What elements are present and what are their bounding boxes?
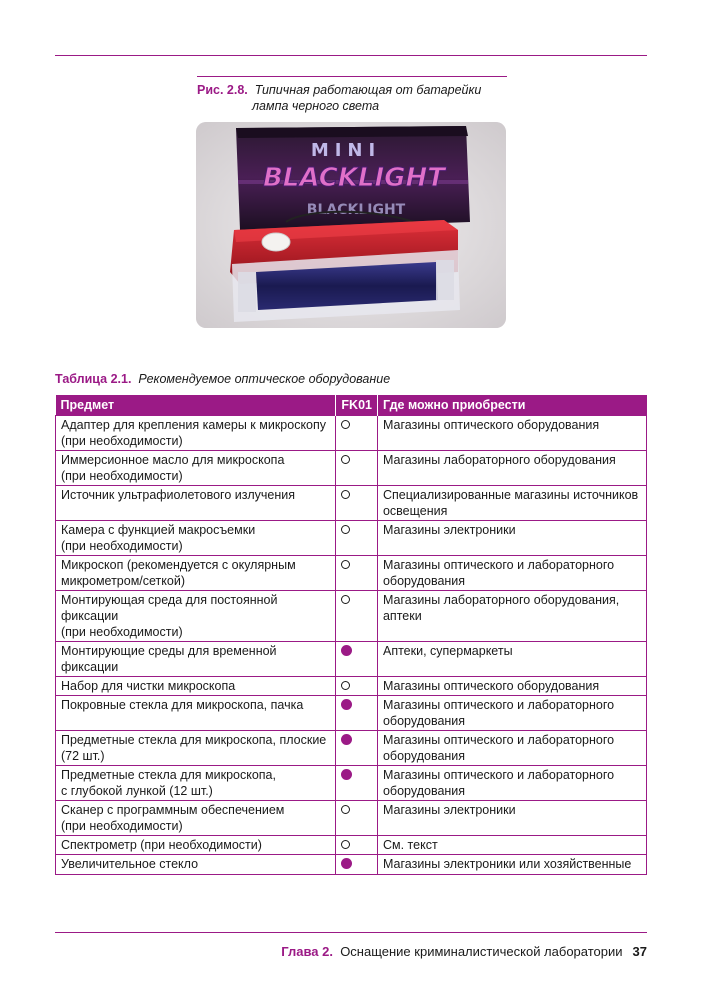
mark-cell: [336, 836, 378, 855]
open-circle-icon: [341, 805, 350, 814]
footer-chapter-number: Глава 2.: [281, 944, 333, 959]
filled-circle-icon: [341, 699, 352, 710]
table-row: [56, 696, 647, 731]
mark-cell: [336, 556, 378, 591]
mark-cell: [336, 642, 378, 677]
open-circle-icon: [341, 525, 350, 534]
item-line: (при необходимости): [61, 469, 183, 483]
filled-circle-icon: [341, 734, 352, 745]
mark-cell: [336, 801, 378, 836]
item-line: (72 шт.): [61, 749, 105, 763]
where-line: оборудования: [382, 574, 466, 588]
item-cell: [56, 696, 336, 731]
item-line: Набор для чистки микроскопа: [61, 679, 236, 693]
item-cell: [56, 591, 336, 642]
figure-caption: [197, 82, 517, 114]
where-line: Магазины оптического и лабораторного: [382, 733, 615, 747]
open-circle-icon: [341, 420, 350, 429]
where-line: оборудования: [382, 784, 466, 798]
header-fk01: FK01: [336, 395, 378, 416]
item-line: Иммерсионное масло для микроскопа: [61, 453, 285, 467]
where-cell: [377, 416, 646, 451]
table-row: [56, 556, 647, 591]
where-line: Магазины оптического и лабораторного: [382, 558, 615, 572]
item-line: (при необходимости): [61, 625, 183, 639]
where-cell: [377, 451, 646, 486]
item-cell: [56, 801, 336, 836]
where-line: освещения: [382, 504, 448, 518]
item-line: Предметные стекла для микроскопа, плоские: [61, 733, 327, 747]
item-line: (при необходимости): [61, 434, 183, 448]
item-cell: [56, 486, 336, 521]
open-circle-icon: [341, 595, 350, 604]
item-line: с глубокой лункой (12 шт.): [61, 784, 213, 798]
item-cell: [56, 416, 336, 451]
open-circle-icon: [341, 455, 350, 464]
item-line: (при необходимости): [61, 539, 183, 553]
table-row: [56, 591, 647, 642]
item-cell: [56, 642, 336, 677]
item-line: Увеличительное стекло: [61, 857, 199, 871]
where-line: Магазины лабораторного оборудования,: [382, 593, 620, 607]
table-row: [56, 836, 647, 855]
table-row: [56, 486, 647, 521]
where-line: Магазины оптического оборудования: [382, 418, 600, 432]
where-cell: [377, 696, 646, 731]
open-circle-icon: [341, 560, 350, 569]
header-item: Предмет: [56, 395, 336, 416]
svg-text:BLACKLIGHT: BLACKLIGHT: [306, 202, 406, 218]
where-cell: [377, 731, 646, 766]
where-line: Магазины оптического и лабораторного: [382, 698, 615, 712]
bottom-rule: [55, 932, 647, 933]
where-cell: [377, 855, 646, 875]
svg-text:MINI: MINI: [310, 140, 382, 161]
mark-cell: [336, 677, 378, 696]
filled-circle-icon: [341, 858, 352, 869]
table-row: [56, 766, 647, 801]
header-where: Где можно приобрести: [377, 395, 646, 416]
item-line: микрометром/сеткой): [61, 574, 185, 588]
item-cell: [56, 766, 336, 801]
item-line: Адаптер для крепления камеры к микроскопу: [61, 418, 327, 432]
where-line: оборудования: [382, 749, 466, 763]
open-circle-icon: [341, 490, 350, 499]
mark-cell: [336, 855, 378, 875]
where-cell: [377, 801, 646, 836]
mark-cell: [336, 731, 378, 766]
where-line: Магазины оптического оборудования: [382, 679, 600, 693]
mark-cell: [336, 486, 378, 521]
where-cell: [377, 677, 646, 696]
table-row: [56, 642, 647, 677]
equipment-table: [55, 395, 647, 875]
item-line: Камера с функцией макросъемки: [61, 523, 256, 537]
item-line: Предметные стекла для микроскопа,: [61, 768, 276, 782]
mark-cell: [336, 766, 378, 801]
blacklight-photo: [196, 122, 506, 328]
figure-caption-rule: [197, 76, 507, 77]
table-row: [56, 451, 647, 486]
page-number: 37: [632, 944, 647, 959]
page-footer: [281, 944, 647, 959]
mark-cell: [336, 591, 378, 642]
open-circle-icon: [341, 840, 350, 849]
where-line: Аптеки, супермаркеты: [382, 644, 513, 658]
table-header-row: [56, 395, 647, 416]
open-circle-icon: [341, 681, 350, 690]
table-number: Таблица 2.1.: [55, 372, 132, 386]
item-line: Микроскоп (рекомендуется с окулярным: [61, 558, 296, 572]
where-line: Магазины электроники: [382, 803, 516, 817]
figure-number: Рис. 2.8.: [197, 83, 248, 97]
table-row: [56, 855, 647, 875]
where-line: Магазины электроники: [382, 523, 516, 537]
mark-cell: [336, 521, 378, 556]
figure-caption-line2: лампа черного света: [252, 99, 380, 113]
table-caption: [55, 372, 390, 386]
item-line: Монтирующая среда для постоянной фиксации: [61, 593, 278, 623]
mark-cell: [336, 416, 378, 451]
where-line: Магазины оптического и лабораторного: [382, 768, 615, 782]
where-line: оборудования: [382, 714, 466, 728]
item-line: Монтирующие среды для временной фиксации: [61, 644, 277, 674]
item-line: Покровные стекла для микроскопа, пачка: [61, 698, 304, 712]
where-line: Магазины лабораторного оборудования: [382, 453, 616, 467]
table-row: [56, 677, 647, 696]
item-cell: [56, 855, 336, 875]
filled-circle-icon: [341, 769, 352, 780]
table-row: [56, 416, 647, 451]
item-cell: [56, 521, 336, 556]
filled-circle-icon: [341, 645, 352, 656]
item-line: Спектрометр (при необходимости): [61, 838, 262, 852]
where-cell: [377, 521, 646, 556]
where-line: аптеки: [382, 609, 422, 623]
where-cell: [377, 836, 646, 855]
item-cell: [56, 677, 336, 696]
mark-cell: [336, 696, 378, 731]
item-cell: [56, 556, 336, 591]
footer-chapter-title: Оснащение криминалистической лаборатории: [340, 944, 623, 959]
item-cell: [56, 451, 336, 486]
where-cell: [377, 766, 646, 801]
table-row: [56, 521, 647, 556]
figure-caption-line1: Типичная работающая от батарейки: [254, 83, 482, 97]
where-line: Магазины электроники или хозяйственные: [382, 857, 632, 871]
item-line: Сканер с программным обеспечением: [61, 803, 285, 817]
item-line: (при необходимости): [61, 819, 183, 833]
table-title: Рекомендуемое оптическое оборудование: [138, 372, 391, 386]
where-cell: [377, 642, 646, 677]
where-cell: [377, 486, 646, 521]
where-cell: [377, 556, 646, 591]
item-cell: [56, 731, 336, 766]
item-line: Источник ультрафиолетового излучения: [61, 488, 295, 502]
where-line: См. текст: [382, 838, 438, 852]
item-cell: [56, 836, 336, 855]
where-cell: [377, 591, 646, 642]
svg-text:BLACKLIGHT: BLACKLIGHT: [262, 163, 446, 193]
mark-cell: [336, 451, 378, 486]
table-row: [56, 801, 647, 836]
where-line: Специализированные магазины источников: [382, 488, 639, 502]
table-row: [56, 731, 647, 766]
top-rule: [55, 55, 647, 56]
